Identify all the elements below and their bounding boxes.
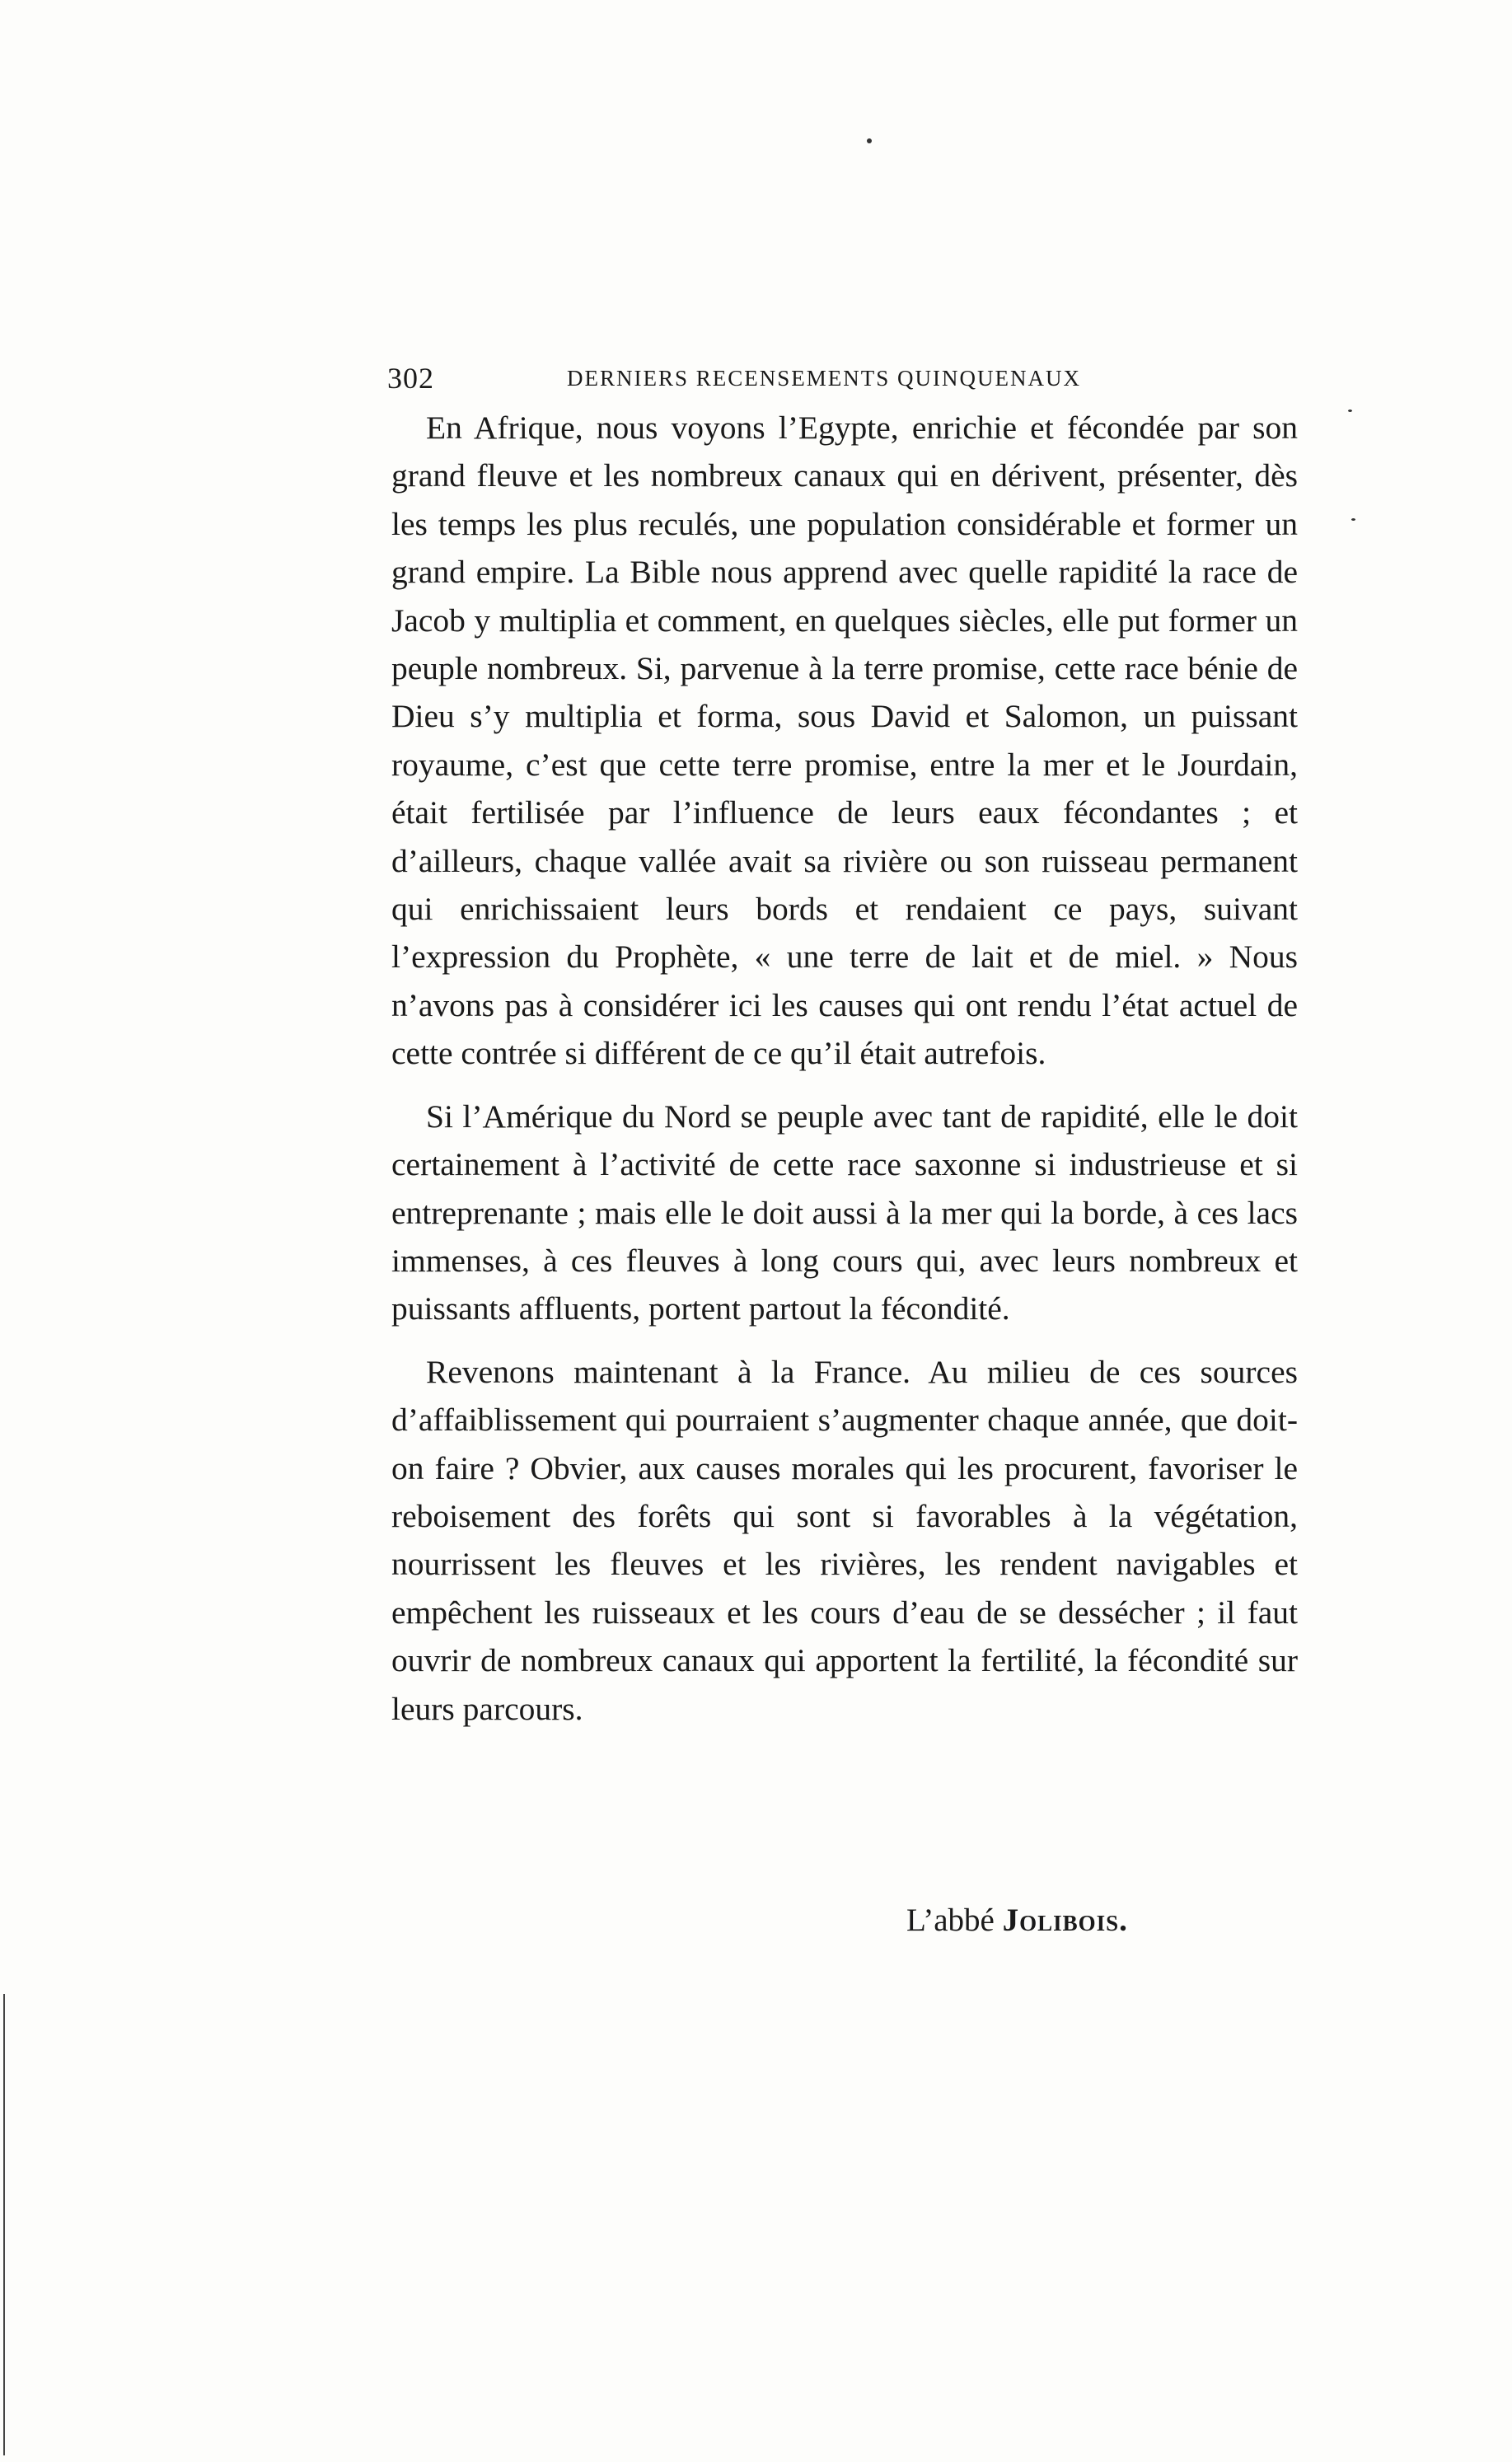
paragraph: Revenons maintenant à la France. Au milieu de ces sources d’affaiblissement qui pourraient s’augmenter chaque année, que doit-on faire ? Obvier, aux causes morales qui les procurent, favoriser le reboisement des forêts qui sont si favorables à la végétation, nourrissent les fleuves et les rivières, les rendent navigables et empêchent les ruisseaux et les cours d’eau de se dessécher ; il faut ouvrir de nombreux canaux qui apportent la fertilité, la fécondité sur leurs parcours. [391, 1353, 1298, 1727]
ink-speck [1348, 410, 1352, 412]
running-title: DERNIERS RECENSEMENTS QUINQUENAUX [567, 366, 1081, 391]
scan-edge-line [3, 1994, 5, 2455]
ink-speck [867, 138, 872, 143]
signature-prefix: L’abbé [906, 1903, 995, 1938]
ink-speck [1351, 518, 1355, 521]
body-text [391, 404, 1298, 1733]
paragraph: Si l’Amérique du Nord se peuple avec tant de rapidité, elle le doit certainement à l’activité de cette race saxonne si industrieuse et si entreprenante ; mais elle le doit aussi à la mer qui la borde, à ces lacs immenses, à ces fleuves à long cours qui, avec leurs nombreux et puissants affluents, portent partout la fécondité. [391, 1098, 1298, 1327]
signature [906, 1902, 1128, 1939]
paragraph: En Afrique, nous voyons l’Egypte, enrichie et fécondée par son grand fleuve et les nombreux canaux qui en dérivent, présenter, dès les temps les plus reculés, une population considérable et former un grand empire. La Bible nous apprend avec quelle rapidité la race de Jacob y multiplia et comment, en quelques siècles, elle put former un peuple nombreux. Si, parvenue à la terre promise, cette race bénie de Dieu s’y multiplia et forma, sous David et Salomon, un puissant royaume, c’est que cette terre promise, entre la mer et le Jourdain, était fertilisée par l’influence de leurs eaux fécondantes ; et d’ailleurs, chaque vallée avait sa rivière ou son ruisseau permanent qui enrichissaient leurs bords et rendaient ce pays, suivant l’expression du Prophète, « une terre de lait et de miel. » Nous n’avons pas à considérer ici les causes qui ont rendu l’état actuel de cette contrée si différent de ce qu’il était autrefois. [391, 410, 1298, 1072]
page-number: 302 [387, 362, 434, 395]
running-head [387, 361, 1145, 402]
signature-name: Jolibois. [1002, 1903, 1128, 1938]
